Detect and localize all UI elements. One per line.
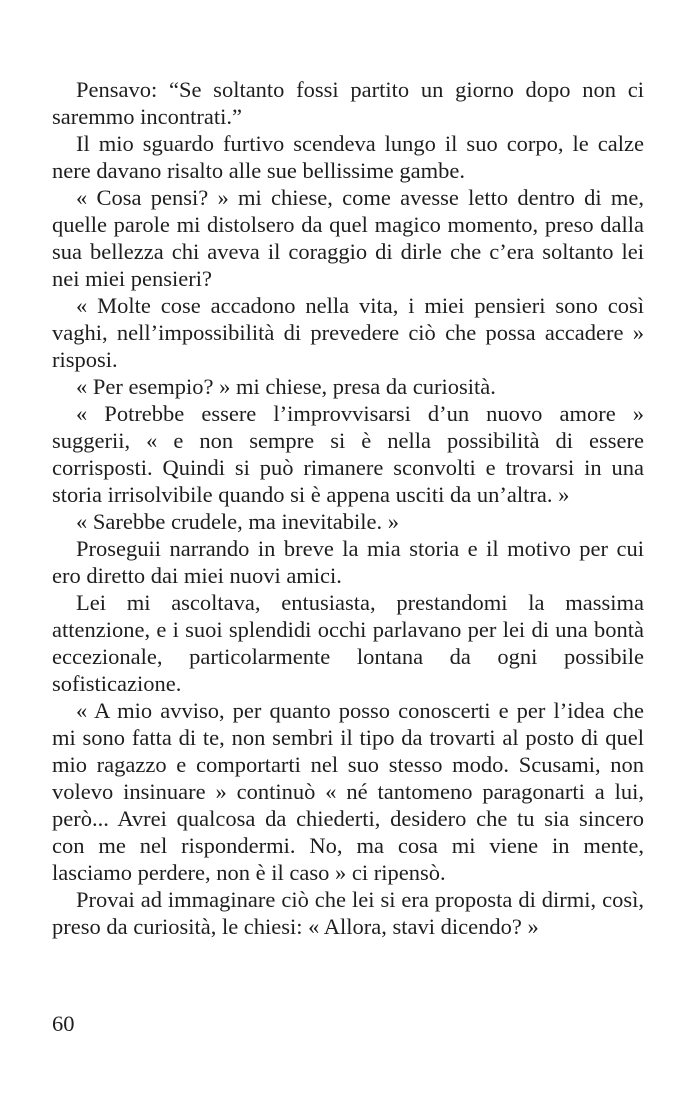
paragraph: Lei mi ascoltava, entusiasta, prestandomi la massima attenzione, e i suoi splendidi occhi parlavano per lei di una bontà eccezionale, particolarmente lontana da ogni possibile sofisticazione. [52, 590, 644, 696]
paragraph: Provai ad immaginare ciò che lei si era proposta di dirmi, così, preso da curiosità, le chiesi: « Allora, stavi dicendo? » [52, 887, 644, 939]
paragraph: « Molte cose accadono nella vita, i miei pensieri sono così vaghi, nell’impossibilità di prevedere ciò che possa accadere » risposi. [52, 293, 644, 372]
paragraph: « Cosa pensi? » mi chiese, come avesse letto dentro di me, quelle parole mi distolsero da quel magico momento, preso dalla sua bellezza chi aveva il coraggio di dirle che c’era soltanto lei nei miei pensieri? [52, 185, 644, 291]
paragraph: « Sarebbe crudele, ma inevitabile. » [76, 509, 399, 534]
paragraph: Pensavo: “Se soltanto fossi partito un giorno dopo non ci saremmo incontrati.” [52, 77, 644, 129]
paragraph: « Per esempio? » mi chiese, presa da curiosità. [76, 374, 496, 399]
paragraph: Proseguii narrando in breve la mia storia e il motivo per cui ero diretto dai miei nuovi amici. [52, 536, 644, 588]
paragraph: « A mio avviso, per quanto posso conoscerti e per l’idea che mi sono fatta di te, non sembri il tipo da trovarti al posto di quel mio ragazzo e comportarti nel suo stesso modo. Scusami, non volevo insinuare » continuò « né tantomeno paragonarti a lui, però... Avrei qualcosa da chiederti, desidero che tu sia sincero con me nel rispondermi. No, ma cosa mi viene in mente, lasciamo perdere, non è il caso » ci ripensò. [52, 698, 644, 885]
paragraph: « Potrebbe essere l’improvvisarsi d’un nuovo amore » suggerii, « e non sempre si è nella possibilità di essere corrisposti. Quindi si può rimanere sconvolti e trovarsi in una storia irrisolvibile quando si è appena usciti da un’altra. » [52, 401, 644, 507]
paragraph: Il mio sguardo furtivo scendeva lungo il suo corpo, le calze nere davano risalto alle sue bellissime gambe. [52, 131, 644, 183]
page-number: 60 [52, 1011, 75, 1036]
body-text [52, 76, 644, 940]
